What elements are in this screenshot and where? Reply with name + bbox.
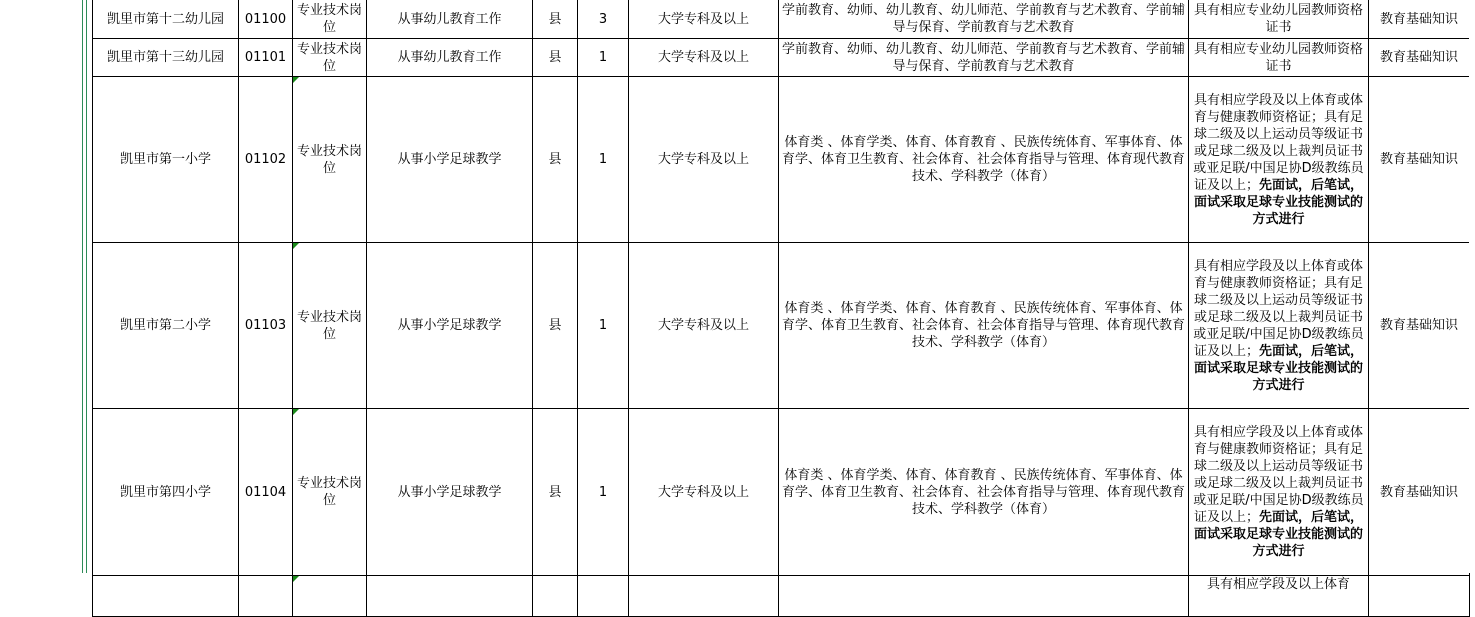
duty-cell[interactable] [367, 77, 533, 243]
table-row [93, 409, 1470, 576]
code-cell[interactable] [239, 409, 293, 576]
level-cell[interactable] [533, 0, 578, 39]
code-cell[interactable] [239, 243, 293, 409]
note-cell[interactable] [1189, 39, 1369, 77]
count-cell[interactable] [578, 243, 629, 409]
table-row [93, 576, 1470, 617]
code-cell[interactable] [239, 576, 293, 617]
category-cell[interactable] [293, 39, 367, 77]
comment-marker-icon [293, 409, 299, 415]
count-text: 1 [598, 484, 608, 500]
code-text: 01104 [244, 484, 287, 500]
level-text: 县 [548, 11, 562, 27]
note-text: 具有相应学段及以上体育 [1206, 577, 1350, 592]
duty-cell[interactable] [367, 243, 533, 409]
education-text: 大学专科及以上 [657, 152, 749, 167]
code-text: 01102 [244, 152, 287, 167]
note-bold-text: 先面试，后笔试，面试采取足球专业技能测试的方式进行 [1193, 177, 1364, 227]
level-text: 县 [548, 152, 562, 167]
unit-cell[interactable] [93, 0, 239, 39]
comment-marker-icon [293, 243, 299, 249]
unit-text: 凯里市第十三幼儿园 [106, 50, 224, 65]
code-text: 01101 [244, 50, 287, 65]
education-cell[interactable] [629, 0, 779, 39]
count-text: 3 [598, 11, 608, 27]
level-text: 县 [548, 484, 562, 500]
code-text: 01103 [244, 318, 287, 333]
note-bold-text: 先面试，后笔试，面试采取足球专业技能测试的方式进行 [1193, 510, 1364, 559]
note-text: 具有相应学段及以上体育或体育与健康教师资格证；具有足球二级及以上运动员等级证书或足球二级及以上裁判员证书或亚足联/中国足协D级教练员证及以上； [1193, 92, 1364, 193]
major-text: 体育类 、体育学类、体育、体育教育 、民族传统体育、军事体育、体育学、体育卫生教育、社会体育、社会体育指导与管理、体育现代教育技术、学科教学（体育） [781, 301, 1185, 350]
recruitment-table [92, 0, 1470, 617]
duty-cell[interactable] [367, 576, 533, 617]
duty-cell[interactable] [367, 409, 533, 576]
count-cell[interactable] [578, 0, 629, 39]
category-cell[interactable] [293, 409, 367, 576]
exam-text: 教育基础知识 [1379, 50, 1458, 65]
level-cell[interactable] [533, 576, 578, 617]
exam-text: 教育基础知识 [1379, 152, 1458, 167]
unit-text: 凯里市第十二幼儿园 [106, 11, 224, 27]
level-cell[interactable] [533, 77, 578, 243]
education-text: 大学专科及以上 [657, 484, 749, 500]
note-text: 具有相应专业幼儿园教师资格证书 [1193, 41, 1363, 74]
exam-cell[interactable] [1369, 409, 1470, 576]
table-row [93, 243, 1470, 409]
level-cell[interactable] [533, 39, 578, 77]
duty-cell[interactable] [367, 39, 533, 77]
note-cell[interactable] [1189, 576, 1369, 617]
major-text: 学前教育、幼师、幼儿教育、幼儿师范、学前教育与艺术教育、学前辅导与保育、学前教育与艺术教育 [781, 41, 1185, 74]
major-cell[interactable] [779, 39, 1189, 77]
code-cell[interactable] [239, 39, 293, 77]
count-text: 1 [598, 318, 608, 333]
count-text: 1 [598, 152, 608, 167]
count-cell[interactable] [578, 77, 629, 243]
code-cell[interactable] [239, 0, 293, 39]
exam-text: 教育基础知识 [1379, 484, 1458, 500]
code-text: 01100 [244, 11, 287, 27]
category-text: 专业技术岗位 [296, 309, 362, 342]
note-cell[interactable] [1189, 77, 1369, 243]
count-cell[interactable] [578, 576, 629, 617]
note-bold-text: 先面试，后笔试，面试采取足球专业技能测试的方式进行 [1193, 343, 1364, 393]
exam-cell[interactable] [1369, 0, 1470, 39]
category-cell[interactable] [293, 243, 367, 409]
exam-cell[interactable] [1369, 243, 1470, 409]
major-cell[interactable] [779, 243, 1189, 409]
major-cell[interactable] [779, 77, 1189, 243]
note-cell[interactable] [1189, 0, 1369, 39]
category-text: 专业技术岗位 [296, 476, 362, 508]
margin-rule [82, 0, 83, 573]
exam-cell[interactable] [1369, 39, 1470, 77]
level-text: 县 [548, 318, 562, 333]
education-cell[interactable] [629, 39, 779, 77]
level-cell[interactable] [533, 243, 578, 409]
category-cell[interactable] [293, 0, 367, 39]
margin-rule [86, 0, 87, 573]
exam-text: 教育基础知识 [1379, 318, 1458, 333]
unit-cell[interactable] [93, 39, 239, 77]
note-cell[interactable] [1189, 243, 1369, 409]
category-text: 专业技术岗位 [296, 41, 362, 74]
education-cell[interactable] [629, 77, 779, 243]
exam-text: 教育基础知识 [1379, 11, 1458, 27]
code-cell[interactable] [239, 77, 293, 243]
education-cell[interactable] [629, 409, 779, 576]
unit-text: 凯里市第一小学 [119, 152, 211, 167]
education-cell[interactable] [629, 576, 779, 617]
table-row [93, 0, 1470, 39]
left-margin-pane [0, 0, 93, 573]
table-row [93, 77, 1470, 243]
count-cell[interactable] [578, 39, 629, 77]
exam-cell[interactable] [1369, 576, 1470, 617]
major-text: 体育类 、体育学类、体育、体育教育 、民族传统体育、军事体育、体育学、体育卫生教育、社会体育、社会体育指导与管理、体育现代教育技术、学科教学（体育） [781, 135, 1185, 184]
note-text: 具有相应专业幼儿园教师资格证书 [1193, 3, 1363, 35]
count-text: 1 [598, 50, 608, 65]
category-text: 专业技术岗位 [296, 3, 362, 35]
education-text: 大学专科及以上 [657, 318, 749, 333]
major-text: 学前教育、幼师、幼儿教育、幼儿师范、学前教育与艺术教育、学前辅导与保育、学前教育与艺术教育 [781, 3, 1185, 35]
unit-cell[interactable] [93, 77, 239, 243]
right-edge [1469, 0, 1475, 573]
unit-cell[interactable] [93, 409, 239, 576]
note-cell[interactable] [1189, 409, 1369, 576]
comment-marker-icon [293, 77, 299, 83]
education-text: 大学专科及以上 [657, 50, 749, 65]
unit-cell[interactable] [93, 576, 239, 617]
level-cell[interactable] [533, 409, 578, 576]
major-cell[interactable] [779, 409, 1189, 576]
major-cell[interactable] [779, 576, 1189, 617]
duty-text: 从事小学足球教学 [397, 484, 502, 500]
major-text: 体育类 、体育学类、体育、体育教育 、民族传统体育、军事体育、体育学、体育卫生教育、社会体育、社会体育指导与管理、体育现代教育技术、学科教学（体育） [781, 467, 1185, 517]
category-cell[interactable] [293, 576, 367, 617]
exam-cell[interactable] [1369, 77, 1470, 243]
unit-text: 凯里市第二小学 [119, 318, 211, 333]
unit-cell[interactable] [93, 243, 239, 409]
major-cell[interactable] [779, 0, 1189, 39]
duty-text: 从事小学足球教学 [397, 318, 502, 333]
duty-cell[interactable] [367, 0, 533, 39]
level-text: 县 [548, 50, 562, 65]
duty-text: 从事幼儿教育工作 [397, 50, 502, 65]
table-row [93, 39, 1470, 77]
duty-text: 从事小学足球教学 [397, 152, 502, 167]
category-cell[interactable] [293, 77, 367, 243]
education-cell[interactable] [629, 243, 779, 409]
comment-marker-icon [293, 576, 299, 582]
duty-text: 从事幼儿教育工作 [397, 11, 502, 27]
note-text: 具有相应学段及以上体育或体育与健康教师资格证；具有足球二级及以上运动员等级证书或足球二级及以上裁判员证书或亚足联/中国足协D级教练员证及以上； [1193, 258, 1364, 359]
count-cell[interactable] [578, 409, 629, 576]
category-text: 专业技术岗位 [296, 143, 362, 176]
note-text: 具有相应学段及以上体育或体育与健康教师资格证；具有足球二级及以上运动员等级证书或足球二级及以上裁判员证书或亚足联/中国足协D级教练员证及以上； [1193, 425, 1364, 525]
education-text: 大学专科及以上 [657, 11, 749, 27]
unit-text: 凯里市第四小学 [119, 484, 211, 500]
